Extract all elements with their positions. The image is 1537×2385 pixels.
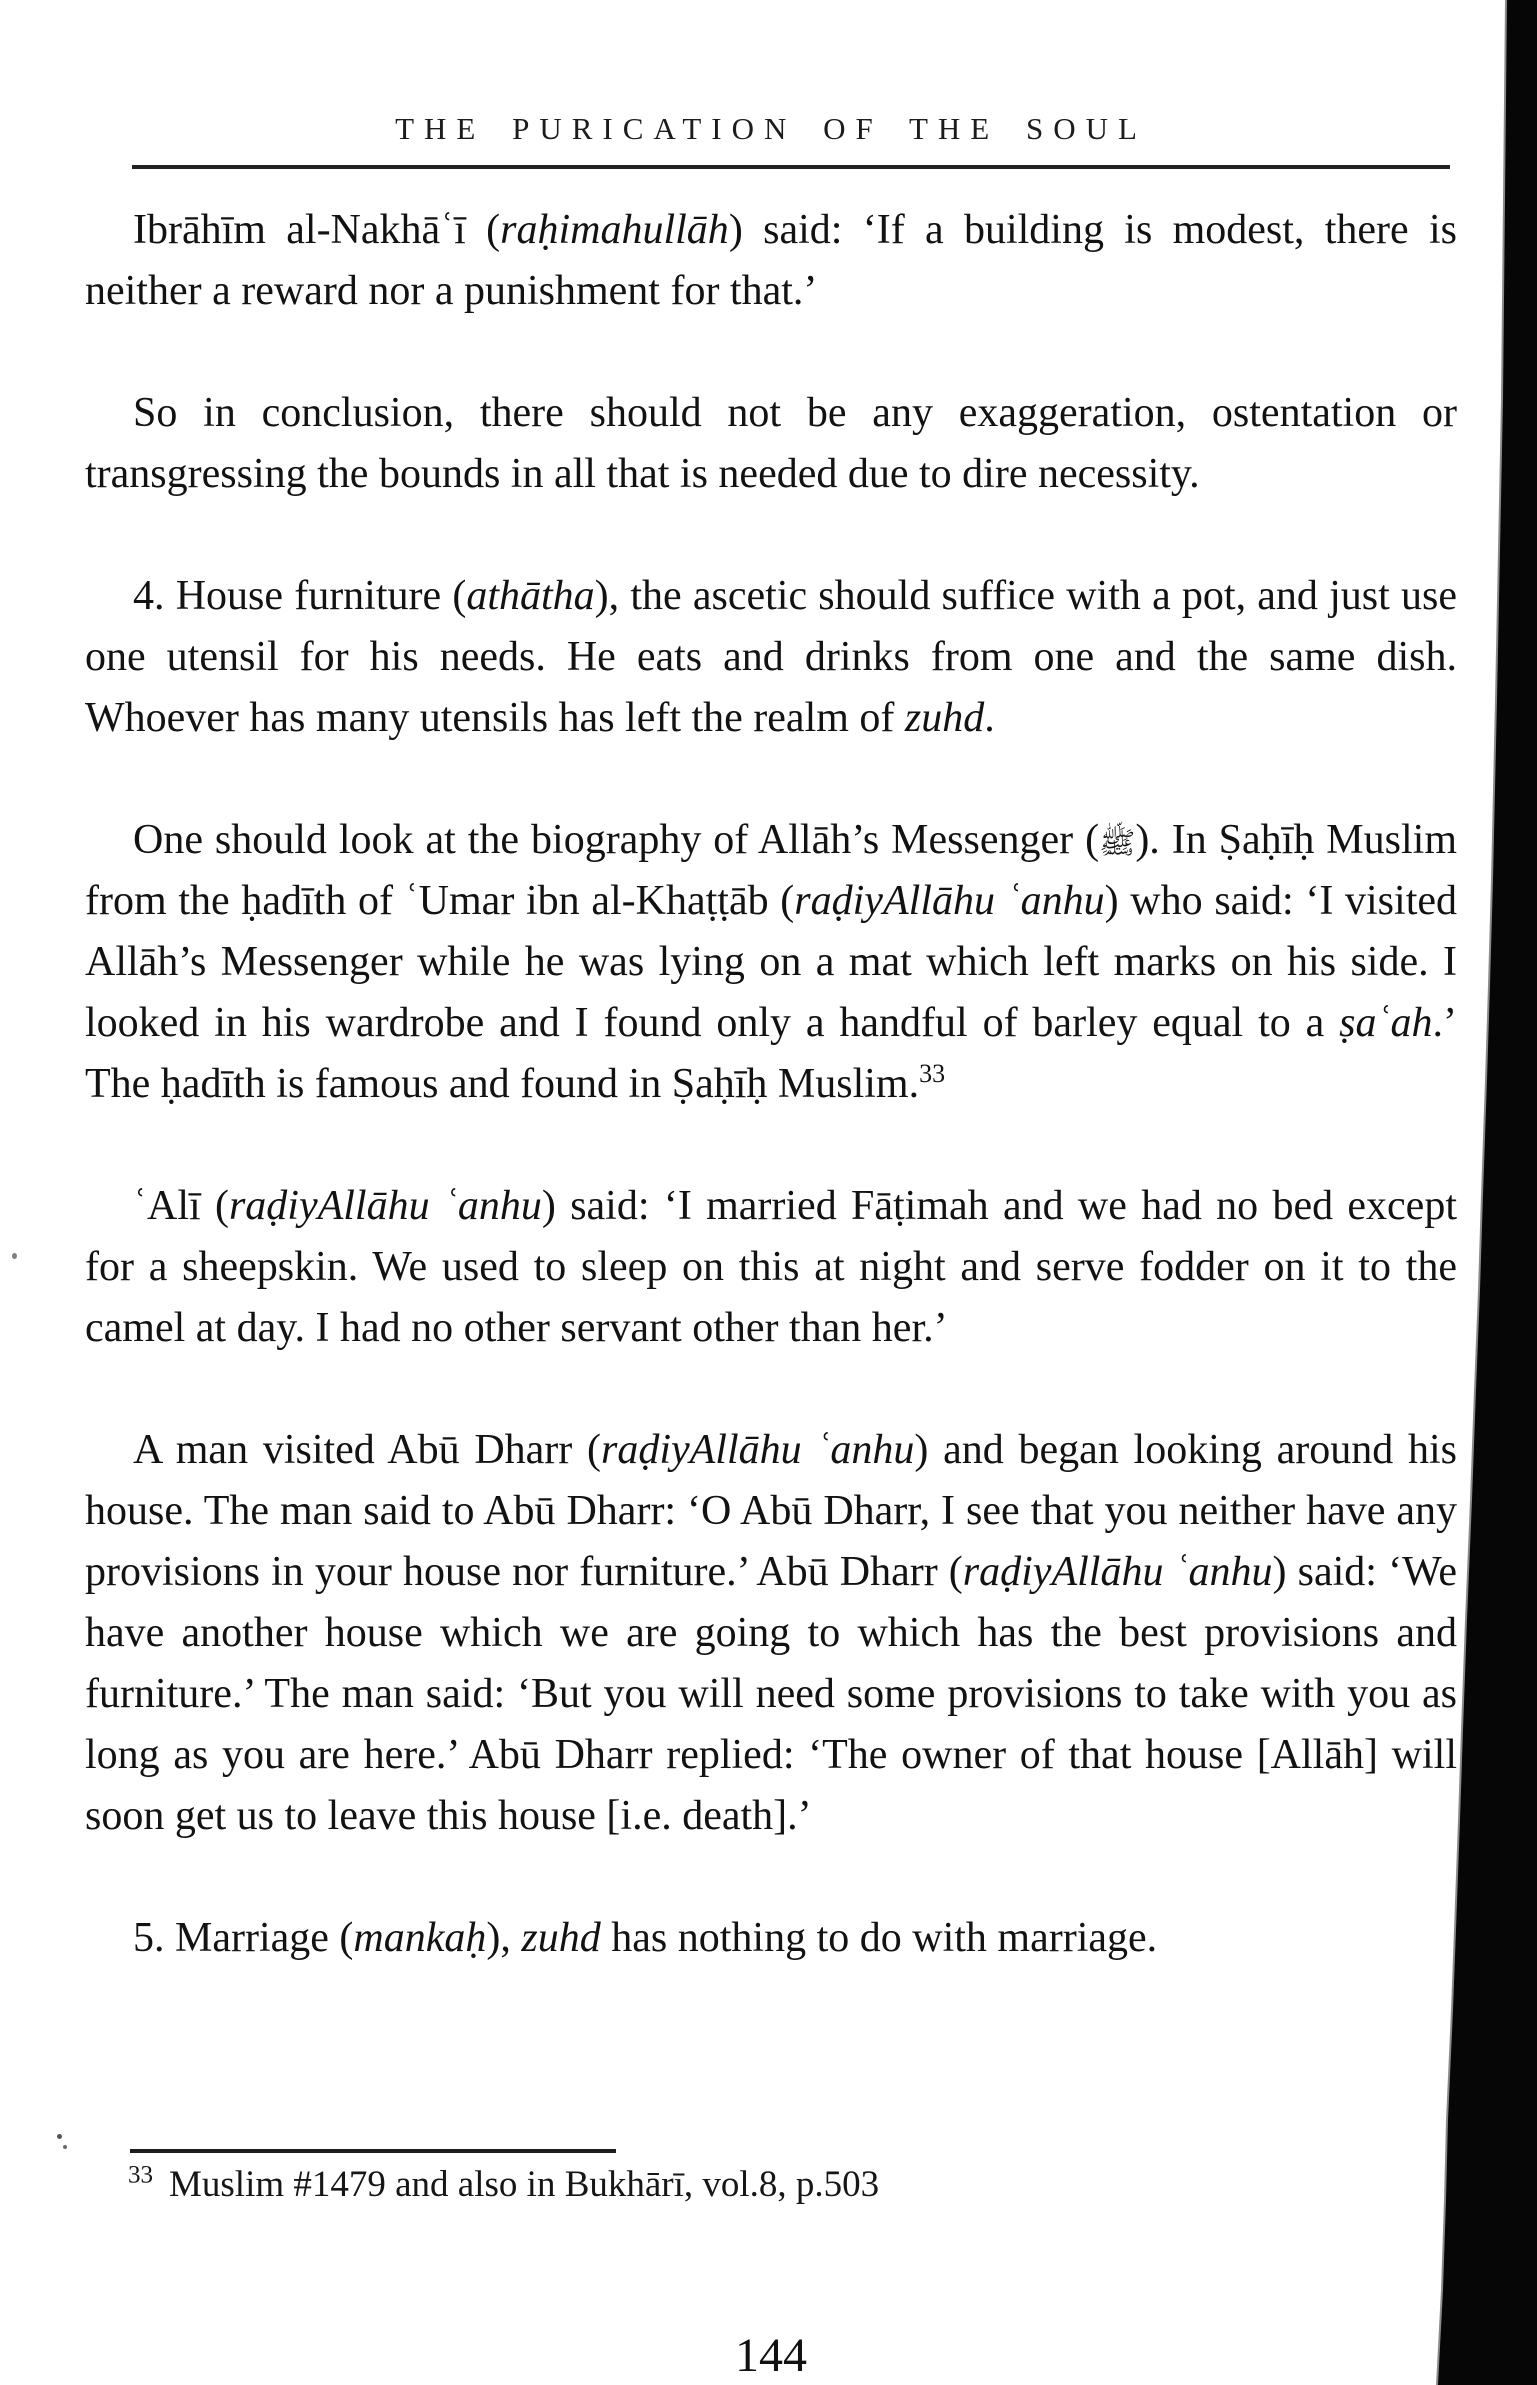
paragraph-abu-dharr: [85, 1420, 1457, 1847]
text-run: ) who said: ‘I visited Allāh’s Messenger while he was lying on a mat which left marks on his side. I looked in his wardrobe and I found only a handful of barley equal to a: [85, 878, 1458, 1046]
body-text: [85, 200, 1457, 1969]
paragraph-house-furniture: [85, 566, 1457, 749]
text-run: ) said: ‘If a building is modest, there is neither a reward nor a punishment for that.’: [85, 207, 1457, 314]
scan-gutter-bar: [1400, 0, 1537, 2385]
text-run: 5. Marriage (: [133, 1915, 354, 1961]
text-run-italic: raḍiyAllāhu ʿanhu: [228, 1183, 542, 1229]
text-run: One should look at the biography of Allāh’s Messenger (: [133, 817, 1100, 863]
text-run-italic: zuhd: [904, 695, 985, 741]
text-run: So in conclusion, there should not be any exaggeration, ostentation or transgressing the bounds in all that is needed due to dire necessity.: [85, 390, 1457, 497]
text-run: 4. House furniture (: [133, 573, 467, 619]
scan-speck: [12, 1253, 17, 1259]
text-run: ),: [486, 1915, 522, 1961]
text-run: .’ The ḥadīth is famous and found in Ṣaḥīḥ Muslim.: [85, 1000, 1457, 1107]
text-run: ) said: ‘We have another house which we are going to which has the best provisions and furniture.’ The man said: ‘But you will need some provisions to take with you as long as you are here.’ Abū Dharr replied: ‘The owner of that house [Allāh] will soon get us to leave this house [i.e. death].’: [85, 1549, 1457, 1839]
text-run: has nothing to do with marriage.: [600, 1915, 1158, 1961]
text-run-italic: athātha: [466, 573, 595, 619]
running-header: THE PURICATION OF THE SOUL: [395, 111, 1147, 146]
footnote-marker: 33: [128, 2161, 153, 2189]
paragraph-biography-messenger: [85, 810, 1457, 1115]
footnote: [128, 2163, 879, 2206]
footnote-reference: 33: [919, 1059, 946, 1088]
text-run-italic: ṣaʿah: [1339, 1000, 1433, 1046]
paragraph-nakhai-quote: [85, 200, 1457, 322]
text-run-italic: zuhd: [521, 1915, 601, 1961]
paragraph-conclusion: [85, 383, 1457, 505]
footnote-text: Muslim #1479 and also in Bukhārī, vol.8, p.503: [169, 2164, 880, 2205]
page-number: 144: [735, 2329, 807, 2382]
text-run-italic: mankaḥ: [353, 1915, 487, 1961]
text-run: .: [984, 695, 995, 741]
text-run-italic: raḍiyAllāhu ʿanhu: [601, 1427, 915, 1473]
paragraph-ali-quote: [85, 1176, 1457, 1359]
honorific-calligraphy-glyph: ﷺ: [1099, 826, 1136, 861]
footnote-rule: [130, 2149, 616, 2153]
text-run-italic: raḍiyAllāhu ʿanhu: [794, 878, 1105, 924]
text-run: ) and began looking around his house. The man said to Abū Dharr: ‘O Abū Dharr, I see that you neither have any provisions in your house nor furniture.’ Abū Dharr (: [85, 1427, 1458, 1595]
text-run: ). In Ṣaḥīḥ Muslim from the ḥadīth of ʿUmar ibn al-Khaṭṭāb (: [85, 817, 1458, 924]
text-run: Ibrāhīm al-Nakhāʿī (: [133, 207, 501, 253]
scan-speck: [57, 2134, 62, 2139]
text-run: ʿAlī (: [133, 1183, 229, 1229]
text-run-italic: raḍiyAllāhu ʿanhu: [962, 1549, 1273, 1595]
text-run: ), the ascetic should suffice with a pot, and just use one utensil for his needs. He eats and drinks from one and the same dish. Whoever has many utensils has left the realm of: [85, 573, 1457, 741]
header-rule: [132, 165, 1450, 169]
text-run: A man visited Abū Dharr (: [133, 1427, 601, 1473]
paragraph-marriage: [85, 1908, 1457, 1969]
scan-speck: [63, 2145, 67, 2149]
text-run: ) said: ‘I married Fāṭimah and we had no bed except for a sheepskin. We used to sleep on this at night and serve fodder on it to the camel at day. I had no other servant other than her.’: [85, 1183, 1457, 1351]
text-run-italic: raḥimahullāh: [500, 207, 729, 253]
